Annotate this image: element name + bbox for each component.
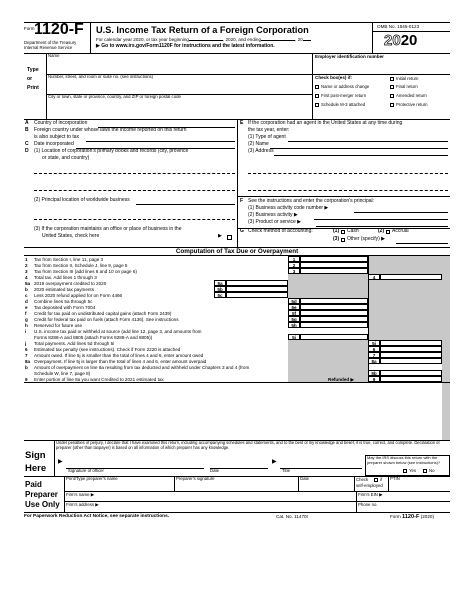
line-code: 5h [291,322,297,328]
line-code: 5a [217,280,223,286]
preparer-label: Preparer [25,490,58,499]
officer-date-input[interactable] [210,455,268,468]
other-method-checkbox[interactable] [341,238,345,242]
officer-title-input[interactable] [280,455,362,468]
line-number: 5a [25,280,31,286]
city-input[interactable] [48,101,312,117]
discuss-yes-label: Yes [409,467,417,473]
line-d2-input-2[interactable] [34,219,235,220]
ptin-input[interactable] [390,482,448,490]
line-e-label: If the corporation had an agent in the United States at any time during [248,120,403,126]
line-label: Total payments. Add lines 5d through 5i [34,340,115,346]
first-post-merger-checkbox[interactable] [315,94,319,98]
accrual-method-checkbox[interactable] [386,230,390,234]
street-label: Number, street, and room or suite no. (see instructions) [48,74,154,79]
line-code: 5b [217,286,223,292]
line-label: Enter portion of line 8a you want Credited to 2021 estimated tax [34,376,164,382]
cash-method-label: Cash [347,228,359,234]
department-label: Department of the Treasury [24,40,77,45]
perjury-declaration: Under penalties of perjury, I declare that I have examined this return, including accompanying schedules and statements, and to the best of my knowledge and belief, it is true, correct, and complete. Declaration of preparer (other than taxpayer) is based on all information of which preparer has any knowledge. [56,440,440,450]
line-label-2: Schedule W, line 7, page 8) [34,370,91,376]
line-a-label: Country of incorporation [34,120,88,126]
ein-input[interactable] [314,60,448,73]
signature-officer-label: Signature of officer [68,468,104,473]
street-input[interactable] [48,81,312,92]
form-1120f-page: Form 1120-F Department of the Treasury Internal Revenue Service U.S. Income Tax Return of a Foreign Corporation For calendar year 2020, or tax year beginning , 2020, and ending , 20 ▶ Go to www.irs.gov/Form1120F for instructions and the latest information. OMB No. 1545-0123 2020 Type or Print Name Number, street, and room or suite no. (see instructions) City or town, state or province, country, and ZIP or foreign postal code Employer identification number Check box(es) if: Initial return Name or address change Final return First post-merger return Amended return Schedule M-3 attached Protective return A Country of incorporation B Foreign country under whose laws the income reported on this return is also subject to tax C Date incorporated D (1) Location of corporation's primary books and records (city, province or state, and country) (2) Principal location of worldwide business (3) If the corporation maintains an office or place of business in the United States, check here ▶ E If the corporation had an agent in the United States at any time during the tax year, enter: (1) Type of agent (2) Name (3) Address F See the instructions and enter the corporation's principal: (1) Business activity code number ▶ (2) Business activity ▶ (3) Product or service ▶ G Check method of accounting: (1) Cash (2) Accrual (3) Other (specify) ▶ Computation of Tax Due or Overpayment 1 Tax from Section I, line 11, page 3 1 2 Tax from Section II, Schedule J, line 9, page 5 2 3 Tax from Section III (add lines 6 and 10 on page 6) 3 4 Total tax. Add lines 1 through 3 4 5a 2019 overpayment credited to 2020 5a b 2020 estimated tax payments 5b c Less 2020 refund applied for on Form 4466 5c d Combine lines 5a through 5c 5d e Tax deposited with Form 7004 5e f Credit for tax paid on undistributed capital gains (attach Form 2439) 5f g Credit for federal tax paid on fuels (attach Form 4136). See instructions 5g h Reserved for future use 5h i U.S. income tax paid or withheld at source (add line 12, page 3, and amounts from Forms 8288-A and 8805 (attach Forms 8288-A and 8805)) 5i j Total payments. Add lines 5d through 5i 5j 6 Estimated tax penalty (see instructions). Check if Form 2220 is attached 6 7 Amount owed. If line 5j is smaller than the total of lines 4 and 6, enter amount owed 7 8a Overpayment. If line 5j is larger than the total of lines 4 and 6, enter amount overpaid 8a b Amount of overpayment on line 8a resulting from tax deducted and withheld under Chapters 3 and 4 (from Schedule W, line 7, page 8) 8b 9 Enter portion of line 8a you want Credited to 2021 estimated tax Refunded ▶ 9 Sign Here Under penalties of perjury, I declare that I have examined this return, including accompanying schedules and statements, and to the best of my knowledge and belief, it is true, correct, and complete. Declaration of preparer (other than taxpayer) is based on all information of which preparer has any knowledge. ▶ ▶ Signature of officer Date Title May the IRS discuss this return with the preparer shown below (see instructions)? Yes No Paid Preparer Use Only Print/Type preparer's name Preparer's signature Date Check if self-employed PTIN Firm's name ▶ Firm's EIN ▶ Firm's address ▶ Phone no. For Paperwork Reduction Act Notice, see separate instructions. Cat. No. 11470I Form 1120-F (2020) [24,22,450,570]
line-number: c [25,292,28,298]
line-code: 5d [291,298,297,304]
refunded-label: Refunded ▶ [328,376,354,382]
preparer-signature-input[interactable] [176,482,296,490]
other-method-input[interactable] [396,243,448,244]
phone-label: Phone no. [358,502,378,507]
line-code: 8a [371,358,377,364]
computation-row [24,328,450,340]
line-d3-label-2: United States, check here [42,233,100,239]
line-d1-label: (1) Location of corporation's primary books and records (city, province [34,148,189,154]
discuss-yes-checkbox[interactable] [403,469,407,473]
line-f-label: See the instructions and enter the corporation's principal: [248,198,375,204]
firm-address-input[interactable] [104,502,354,511]
line-e-label-2: the tax year, enter: [248,127,290,133]
initial-return-checkbox[interactable] [390,77,394,81]
line-number: 7 [25,352,28,358]
line-d1-label-2: or state, and country) [42,155,90,161]
line-g-label: Check method of accounting: [248,228,313,234]
initial-return-label: Initial return [396,75,419,81]
line-d3-label: (3) If the corporation maintains an office or place of business in the [34,226,182,232]
firm-name-label: Firm's name ▶ [66,492,95,497]
line-c-label: Date incorporated [34,141,74,147]
use-only-label: Use Only [25,500,60,509]
form-word: Form [24,26,35,31]
line-d2-input[interactable] [136,204,235,205]
tax-year: 2020 [384,32,418,49]
firm-ein-input[interactable] [384,492,448,500]
line-d3-checkbox[interactable] [227,235,232,240]
line-number: d [25,298,28,304]
line-e3-input-3[interactable] [248,190,448,191]
amended-return-label: Amended return [396,92,427,98]
line-f1-label: (1) Business activity code number ▶ [248,205,329,211]
line-code: 5e [291,304,297,310]
line-label: Credit for tax paid on undistributed capital gains (attach Form 2439) [34,310,172,316]
or-label: or [27,76,33,82]
line-e3-label: (3) Address [248,148,274,154]
line-number: 4 [25,274,28,280]
type-label: Type [27,67,39,73]
line-number: 6 [25,346,28,352]
preparer-name-input[interactable] [66,482,172,490]
line-e3-input[interactable] [274,155,448,156]
tax-year-line: For calendar year 2020, or tax year beginning , 2020, and ending , 20 [96,37,311,42]
line-code: 5g [291,316,297,322]
computation-row [24,364,450,376]
firm-ein-label: Firm's EIN ▶ [358,492,383,497]
paperwork-notice: For Paperwork Reduction Act Notice, see separate instructions. [24,514,170,519]
protective-return-checkbox[interactable] [390,103,394,107]
line-number: 8a [25,358,31,364]
line-number: 3 [25,268,28,274]
firm-name-input[interactable] [104,492,354,500]
line-number: g [25,316,28,322]
line-d2-label: (2) Principal location of worldwide business [34,197,130,203]
here-label: Here [25,463,47,474]
line-label: Less 2020 refund applied for on Form 4466 [34,292,123,298]
line-e2-input[interactable] [270,148,448,149]
first-post-merger-label: First post-merger return [321,92,367,98]
computation-title: Computation of Tax Due or Overpayment [175,247,299,255]
line-e2-label: (2) Name [248,141,269,147]
irs-label: Internal Revenue Service [24,45,73,50]
line-label: Overpayment. If line 5j is larger than the total of lines 4 and 6, enter amount overpaid [34,358,207,364]
discuss-no-label: No [429,467,435,473]
line-label: Credit for federal tax paid on fuels (attach Form 4136). See instructions [34,316,179,322]
name-address-change-checkbox[interactable] [315,85,319,89]
line-code: 8b [371,370,377,376]
line-e1-input[interactable] [288,141,448,142]
line-label: Amount owed. If line 5j is smaller than the total of lines 4 and 6, enter amount owed [34,352,204,358]
cash-method-checkbox[interactable] [341,230,345,234]
line-label: U.S. income tax paid or withheld at source (add line 12, page 3, and amounts from [34,328,202,334]
line-label: Total tax. Add lines 1 through 3 [34,274,97,280]
line-code: 5f [291,310,297,316]
line-d1-input[interactable] [34,173,235,174]
line-number: 1 [25,256,28,262]
line-b-label: Foreign country under whose laws the income reported on this return [34,127,187,133]
line-code: 5i [292,334,296,340]
line-code: 9 [372,376,376,382]
instructions-link[interactable]: ▶ Go to www.irs.gov/Form1120F for instructions and the latest information. [96,43,275,49]
schedule-m3-label: Schedule M-3 attached [321,101,366,107]
line-number: j [25,340,27,346]
name-address-change-label: Name or address change [321,83,370,89]
final-return-label: Final return [396,83,418,89]
preparer-date-input[interactable] [300,482,352,490]
irs-discuss-label: May the IRS discuss this return with the preparer shown below (see instructions)? [367,455,441,465]
line-code: 5c [217,292,223,298]
line-label: Estimated tax penalty (see instructions). Check if Form 2220 is attached [34,346,181,352]
line-code: 4 [372,274,376,280]
line-b-label-2: is also subject to tax [34,134,80,140]
form-number: 1120-F [34,21,84,38]
line-label: Tax from Section III (add lines 6 and 10 on page 6) [34,268,137,274]
line-code: 5j [372,340,376,346]
line-code: 3 [292,268,296,274]
protective-return-label: Protective return [396,101,428,107]
footer-form-id: Form 1120-F (2020) [390,514,434,520]
line-label: Combine lines 5a through 5c [34,298,93,304]
catalog-number: Cat. No. 11470I [276,514,308,519]
line-f1-input[interactable] [354,212,448,213]
sign-title-label: Title [282,468,290,473]
line-label: 2019 overpayment credited to 2020 [34,280,107,286]
ptin-label: PTIN [390,476,400,481]
line-f2-label: (2) Business activity ▶ [248,212,298,218]
line-number: b [25,286,28,292]
title-arrow-icon: ▶ [272,459,277,465]
firm-address-label: Firm's address ▶ [66,502,99,507]
preparer-date-label: Date [300,476,310,481]
line-label: Tax deposited with Form 7004 [34,304,96,310]
line-f2-input[interactable] [314,219,448,220]
self-employed-checkbox[interactable] [374,478,378,482]
discuss-no-checkbox[interactable] [423,469,427,473]
line-number: f [25,310,27,316]
form-title: U.S. Income Tax Return of a Foreign Corporation [96,25,309,35]
final-return-checkbox[interactable] [390,85,394,89]
amended-return-checkbox[interactable] [390,94,394,98]
line-label: Tax from Section I, line 11, page 3 [34,256,104,262]
accrual-method-label: Accrual [392,228,409,234]
preparer-signature-label: Preparer's signature [176,476,215,481]
line-e1-label: (1) Type of agent [248,134,286,140]
self-employed-check-label: Check [356,477,369,482]
phone-input[interactable] [384,502,448,511]
line-number: h [25,322,28,328]
line-code: 7 [372,352,376,358]
line-number: 9 [25,376,28,382]
self-employed-label: self-employed [356,483,383,488]
line-number: e [25,304,28,310]
officer-signature-input[interactable] [66,455,204,468]
line-number: 2 [25,262,28,268]
other-method-label: Other (specify) ▶ [347,236,386,242]
line-label-2: Forms 8288-A and 8805 (attach Forms 8288-A and 8805)) [34,334,153,340]
line-number: i [25,328,27,334]
check-boxes-label: Check box(es) if: [315,75,353,80]
sign-arrow-icon: ▶ [58,459,63,465]
line-e3-input-2[interactable] [248,173,448,174]
line-number: b [25,364,28,370]
arrow-right-icon: ▶ [218,233,222,239]
ein-label: Employer identification number [315,54,384,59]
line-code: 2 [292,262,296,268]
line-f3-label: (3) Product or service ▶ [248,219,302,225]
line-label: 2020 estimated tax payments [34,286,95,292]
line-d1-input-2[interactable] [34,190,235,191]
line-code: 1 [292,256,296,262]
print-label: Print [27,85,39,91]
paid-label: Paid [25,480,42,489]
line-f3-input[interactable] [316,226,448,227]
line-code: 6 [372,346,376,352]
sign-date-label: Date [210,468,220,473]
city-label: City or town, state or province, country, and ZIP or foreign postal code [48,94,181,99]
omb-number: OMB No. 1545-0123 [377,24,420,29]
line-label: Amount of overpayment on line 8a resulting from tax deducted and withheld under Chapters 3 and 4 (from [34,364,250,370]
line-label: Reserved for future use [34,322,83,328]
schedule-m3-checkbox[interactable] [315,103,319,107]
name-input[interactable] [48,60,312,72]
line-b-input[interactable] [86,141,235,142]
sign-label: Sign [25,450,46,461]
preparer-name-label: Print/Type preparer's name [66,476,118,481]
name-label: Name [48,53,60,58]
line-label: Tax from Section II, Schedule J, line 9, page 5 [34,262,128,268]
